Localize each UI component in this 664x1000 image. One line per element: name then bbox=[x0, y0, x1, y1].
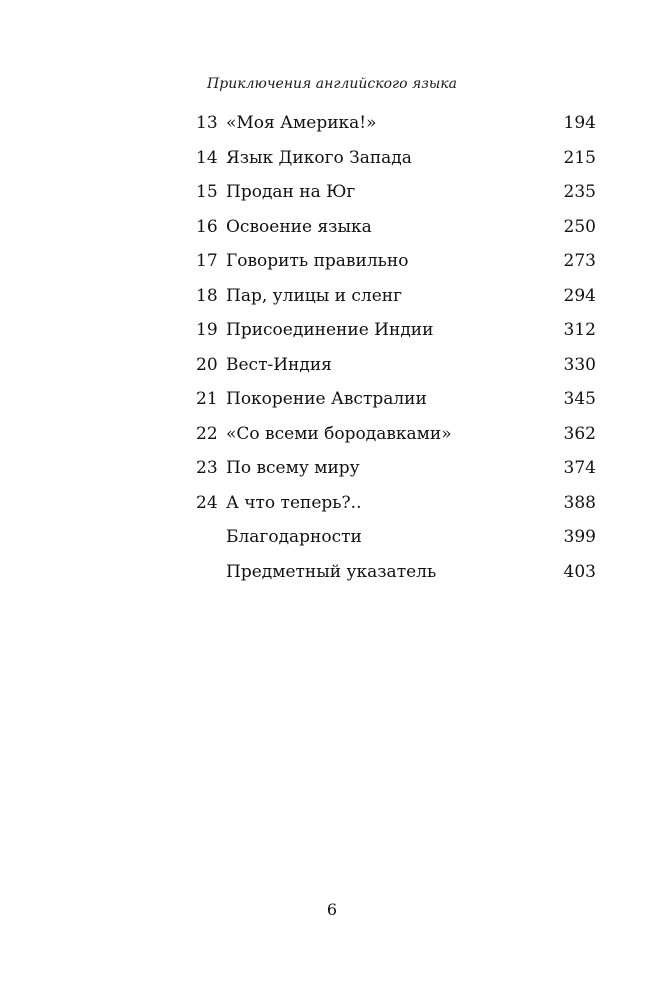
toc-entry bbox=[196, 210, 596, 245]
toc-entry-title: Благодарности bbox=[226, 527, 362, 547]
toc-entry-number: 19 bbox=[196, 320, 218, 340]
toc-entry bbox=[196, 520, 596, 555]
toc-entry-title: Вест-Индия bbox=[226, 354, 332, 375]
toc-entry-number: 14 bbox=[196, 147, 218, 168]
toc-entry-number: 21 bbox=[196, 389, 218, 409]
toc-entry-title: Предметный указатель bbox=[226, 561, 437, 582]
toc-entry-title: Присоединение Индии bbox=[226, 320, 434, 340]
toc-entry bbox=[196, 382, 596, 417]
toc-entry-page: 388 bbox=[563, 492, 596, 513]
running-head: Приключения английского языка bbox=[207, 76, 457, 92]
toc-entry bbox=[196, 141, 596, 176]
toc-entry-number: 13 bbox=[196, 113, 218, 133]
toc-entry bbox=[196, 244, 596, 279]
toc-entry bbox=[196, 417, 596, 452]
toc-entry bbox=[196, 555, 596, 590]
toc-entry-number: 15 bbox=[196, 182, 218, 202]
toc-entry-number: 17 bbox=[196, 251, 218, 271]
toc-entry bbox=[196, 279, 596, 314]
toc-entry-title: По всему миру bbox=[226, 458, 360, 478]
toc-entry-page: 294 bbox=[563, 285, 596, 306]
toc-entry-number: 24 bbox=[196, 492, 218, 513]
toc-entry-title: Освоение языка bbox=[226, 216, 372, 237]
toc-entry-number: 22 bbox=[196, 423, 218, 444]
toc-entry bbox=[196, 486, 596, 521]
toc-entry-page: 399 bbox=[563, 527, 596, 547]
toc-entry bbox=[196, 313, 596, 348]
toc-entry-page: 194 bbox=[563, 113, 596, 133]
toc-entry-page: 403 bbox=[563, 561, 596, 582]
page-number: 6 bbox=[326, 900, 338, 919]
toc-entry-number: 20 bbox=[196, 354, 218, 375]
toc-entry-page: 215 bbox=[563, 147, 596, 168]
toc-entry-number: 18 bbox=[196, 285, 218, 306]
toc-entry bbox=[196, 451, 596, 486]
toc-entry-page: 330 bbox=[563, 354, 596, 375]
toc-entry bbox=[196, 106, 596, 141]
toc-entry-page: 345 bbox=[563, 389, 596, 409]
toc-entry-title: «Моя Америка!» bbox=[226, 113, 377, 133]
toc-entry-page: 374 bbox=[563, 458, 596, 478]
toc-entry-title: Покорение Австралии bbox=[226, 389, 427, 409]
toc-entry-page: 273 bbox=[563, 251, 596, 271]
toc-entry-page: 312 bbox=[563, 320, 596, 340]
toc-entry-title: Язык Дикого Запада bbox=[226, 147, 412, 168]
toc-entry-title: Говорить правильно bbox=[226, 251, 409, 271]
toc-entry-title: А что теперь?.. bbox=[226, 492, 362, 513]
toc-entry-number: 23 bbox=[196, 458, 218, 478]
toc-entry-number: 16 bbox=[196, 216, 218, 237]
toc-entry-page: 362 bbox=[563, 423, 596, 444]
toc-entry bbox=[196, 348, 596, 383]
toc-entry-page: 250 bbox=[563, 216, 596, 237]
toc-entry-title: Пар, улицы и сленг bbox=[226, 285, 403, 306]
toc-entry-page: 235 bbox=[563, 182, 596, 202]
toc-entry-title: Продан на Юг bbox=[226, 182, 356, 202]
toc-entry-title: «Со всеми бородавками» bbox=[226, 423, 452, 444]
table-of-contents bbox=[196, 106, 596, 589]
toc-entry bbox=[196, 175, 596, 210]
